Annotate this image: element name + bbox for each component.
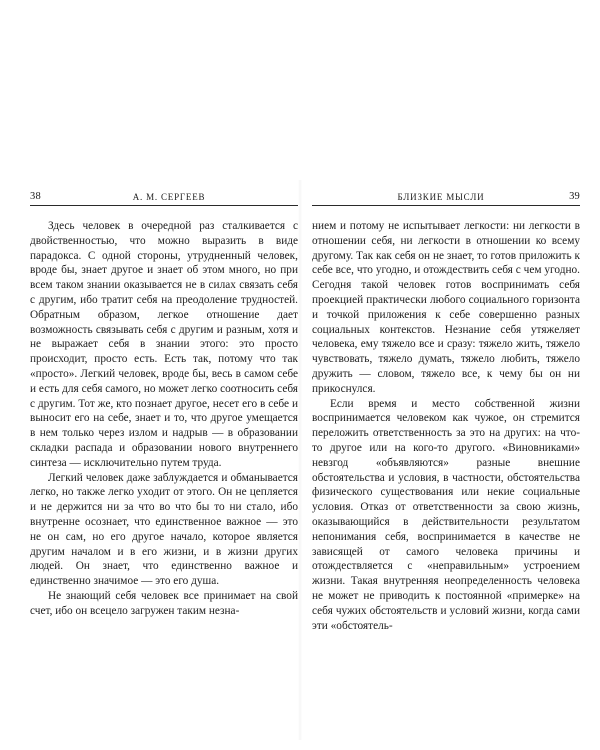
gutter	[298, 180, 302, 740]
page-body	[312, 219, 580, 633]
header-rule	[312, 205, 580, 206]
page-number: 38	[30, 191, 41, 202]
right-page	[312, 190, 580, 633]
paragraph: Здесь человек в очередной раз сталкивается с двойственностью, что можно выразить в виде парадокса. С одной стороны, утрудненный человек, вроде бы, знает другое и знает об этом много, но при всем таком знании оказывается не в силах связать себя с другим, ибо тратит себя на преодоление трудностей. Обратным образом, легкое отношение дает возможность связывать себя с другим и разным, хотя и не выражает себя в знании этого: это просто происходит, просто есть. Есть так, потому что так «просто». Легкий человек, вроде бы, весь в самом себе и есть для себя самого, но может легко соотносить себя с другим. Тот же, кто познает другое, несет его в себе и выносит его на себе, знает и то, что другое умещается в нем только через излом и надрыв — в образовании складки распада и образовании нового внутреннего синтеза — исключительно путем труда.	[30, 220, 298, 469]
running-title: БЛИЗКИЕ МЫСЛИ	[397, 192, 485, 202]
running-title: А. М. СЕРГЕЕВ	[132, 192, 206, 202]
page-number: 39	[569, 191, 580, 202]
paragraph: нием и потому не испытывает легкости: ни легкости в отношении себя, ни легкости в отношении ко всему другому. Так как себя он не знает, то готов приложить к себе все, что угодно, и отождествить себя с чем угодно. Сегодня такой человек готов воспринимать себя проекцией практически любого социального горизонта и точкой приложения к себе совершенно разных социальных контекстов. Незнание себя утяжеляет человека, ему тяжело все и сразу: тяжело жить, тяжело чувствовать, тяжело думать, тяжело любить, тяжело дружить — словом, тяжело все, к чему бы он ни прикоснулся.	[312, 220, 580, 395]
paragraph: Легкий человек даже заблуждается и обманывается легко, но также легко уходит от этого. Он не цепляется и не держится ни за что во что бы то ни стало, ибо внутренне осознает, что единственное важное — это не он сам, но его другое начало, которое является другим началом и в его жизни, и в жизни других людей. Он знает, что единственно важное и единственно значимое — это его душа.	[30, 471, 298, 588]
header-rule	[30, 205, 298, 206]
left-page	[30, 190, 298, 619]
paragraph: Если время и место собственной жизни воспринимается человеком как чужое, он стремится переложить ответственность за это на других: на что-то другое или на кого-то другого. «Виновниками» невзгод «объявляются» разные внешние обстоятельства и условия, в частности, обстоятельства физического существования или некие социальные условия. Отказ от ответственности за свою жизнь, оказывающийся в действительности результатом непонимания себя, воспринимается в качестве не зависящей от самого человека причины и отождествляется с «неправильным» устроением жизни. Такая внутренняя неопределенность человека не может не приводить к постоянной «примерке» на себя чужих обстоятельств и условий жизни, когда сами эти «обстоятель-	[312, 397, 580, 632]
paragraph: Не знающий себя человек все принимает на свой счет, ибо он всецело загружен таким незна-	[30, 589, 298, 617]
running-head	[30, 190, 298, 204]
running-head	[312, 190, 580, 204]
page-body	[30, 219, 298, 619]
